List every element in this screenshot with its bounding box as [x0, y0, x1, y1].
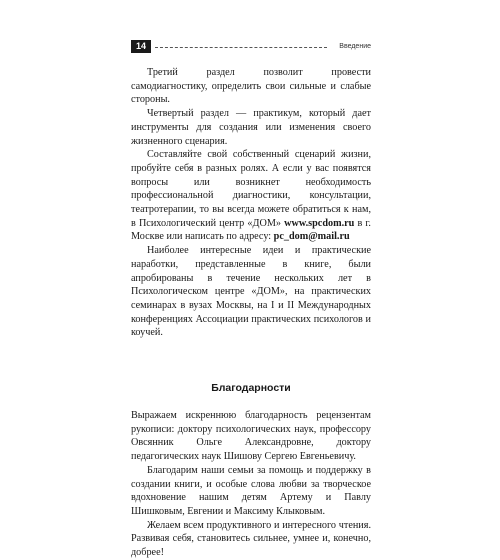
header-dashed-rule [155, 47, 327, 48]
email-link[interactable]: pc_dom@mail.ru [273, 231, 350, 243]
running-section-title: Введение [339, 43, 371, 50]
page-header [131, 40, 371, 54]
acknowledgements-heading: Благодарности [211, 382, 291, 395]
contact-text-middle: в г. Москве или написать по адресу: [131, 217, 371, 243]
paragraph-approbation: Наиболее интересные идеи и практические наработки, представленные в книге, были апробированы в течение нескольких лет в Психологическом центре «ДОМ», на практических семинарах в вузах Москвы, на I и II Международных конференциях Ассоциации практических психологов и коучей. [131, 245, 371, 339]
website-link[interactable]: www.spcdom.ru [284, 217, 355, 229]
paragraph-section-three: Третий раздел позволит провести самодиагностику, определить свои сильные и слабые стороны. [131, 67, 371, 106]
contact-text-start: Составляйте свой собственный сценарий жизни, пробуйте себя в разных ролях. А если у вас появятся вопросы или возникнет необходимость профессиональной диагностики, консультации, театротерапии, то вы всегда можете обратиться к нам, в Психологический центр «ДОМ» [131, 149, 371, 229]
page-number: 14 [131, 40, 151, 53]
paragraph-family-thanks: Благодарим наши семьи за помощь и поддержку в создании книги, и особые слова любви за творческое вдохновение нашим детям Артему и Павлу Шишковым, Евгении и Максиму Клыковым. [131, 464, 371, 517]
paragraph-reviewers-thanks: Выражаем искреннюю благодарность рецензентам рукописи: доктору психологических наук, профессору Овсянник Ольге Александровне, доктору педагогических наук Шишову Сергею Евгеньевичу. [131, 410, 371, 463]
page-body [131, 66, 371, 560]
paragraph-wishes: Желаем всем продуктивного и интересного чтения. Развивая себя, становитесь сильнее, умнее и, конечно, добрее! [131, 519, 371, 559]
paragraph-contact [131, 148, 371, 244]
paragraph-section-four: Четвертый раздел — практикум, который дает инструменты для создания или изменения своего жизненного сценария. [131, 108, 371, 147]
